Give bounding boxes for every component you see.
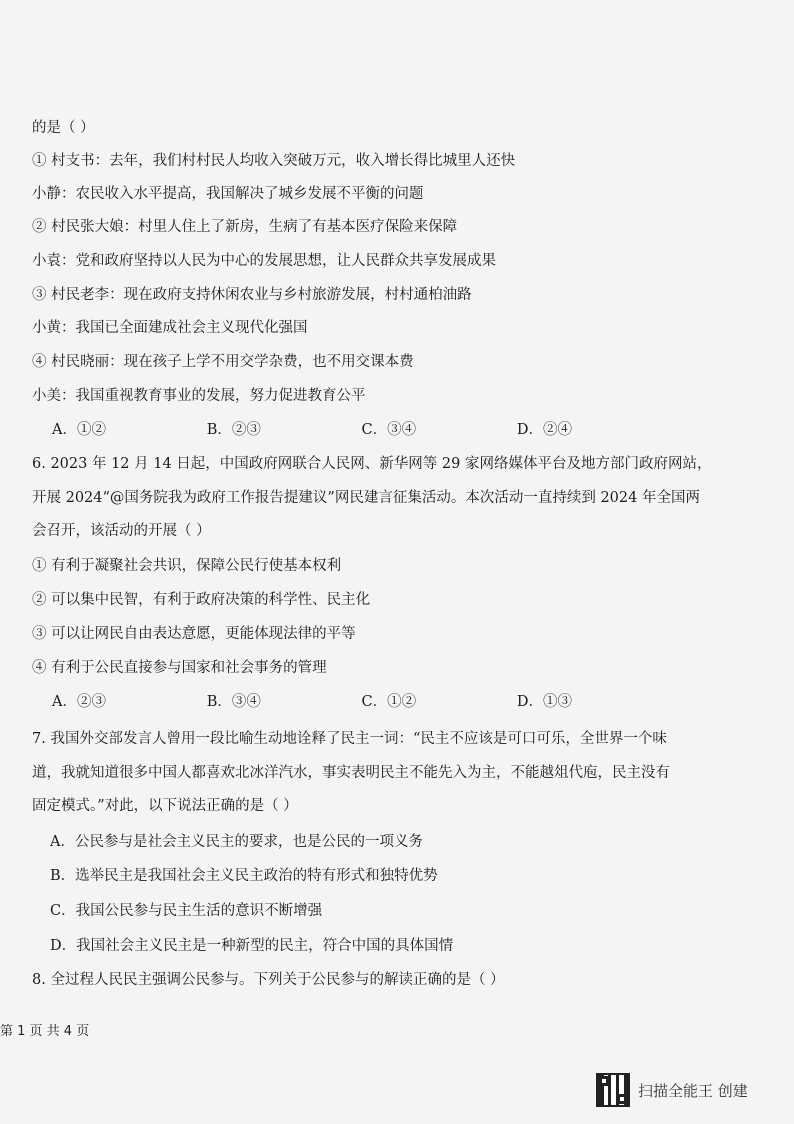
q7-stem-line-2: 道，我就知道很多中国人都喜欢北冰洋汽水，事实表明民主不能先入为主，不能越俎代庖，民主没有 [32, 765, 670, 781]
q7-option-c: C．我国公民参与民主生活的意识不断增强 [50, 903, 323, 919]
q6-stem-line-3: 会召开，该活动的开展（ ） [32, 523, 211, 539]
q7-option-a: A．公民参与是社会主义民主的要求，也是公民的一项义务 [50, 834, 423, 850]
qr-code-icon [596, 1073, 630, 1107]
q6-stem-line-2: 开展 2024“@国务院我为政府工作报告提建议”网民建言征集活动。本次活动一直持续到 2024 年全国两 [32, 490, 700, 506]
q5-option-c: C．③④ [361, 422, 417, 438]
q6-statement-4: ④ 有利于公民直接参与国家和社会事务的管理 [32, 660, 327, 676]
q6-option-a: A．②③ [52, 694, 106, 710]
q7-stem-line-3: 固定模式。”对此，以下说法正确的是（ ） [32, 798, 298, 814]
q5-comment-4: 小美：我国重视教育事业的发展，努力促进教育公平 [32, 388, 366, 404]
q6-option-d: D．①③ [516, 694, 572, 710]
q5-option-a: A．①② [52, 422, 106, 438]
q6-statement-1: ① 有利于凝聚社会共识，保障公民行使基本权利 [32, 558, 342, 574]
page-footer: 第 1 页 共 4 页 [0, 1024, 90, 1039]
q8-stem: 8. 全过程人民民主强调公民参与。下列关于公民参与的解读正确的是（ ） [32, 972, 505, 988]
watermark-text: 扫描全能王 创建 [638, 1081, 748, 1100]
q5-options [52, 420, 572, 440]
scanner-watermark [596, 1073, 748, 1107]
q5-statement-4: ④ 村民晓丽：现在孩子上学不用交学杂费，也不用交课本费 [32, 354, 414, 370]
q5-statement-3: ③ 村民老李：现在政府支持休闲农业与乡村旅游发展，村村通柏油路 [32, 287, 472, 303]
q7-option-d: D．我国社会主义民主是一种新型的民主，符合中国的具体国情 [50, 938, 454, 954]
q7-stem-line-1: 7. 我国外交部发言人曾用一段比喻生动地诠释了民主一词：“民主不应该是可口可乐，全世界一个味 [32, 731, 667, 747]
q6-options [52, 692, 572, 712]
q6-statement-3: ③ 可以让网民自由表达意愿，更能体现法律的平等 [32, 626, 356, 642]
q7-option-b: B．选举民主是我国社会主义民主政治的特有形式和独特优势 [50, 868, 438, 884]
q6-statement-2: ② 可以集中民智，有利于政府决策的科学性、民主化 [32, 592, 371, 608]
q6-option-b: B．③④ [206, 694, 261, 710]
q5-option-b: B．②③ [206, 422, 261, 438]
q6-option-c: C．①② [361, 694, 417, 710]
q5-comment-1: 小静：农民收入水平提高，我国解决了城乡发展不平衡的问题 [32, 186, 424, 202]
q5-option-d: D．②④ [516, 422, 572, 438]
q5-stem-tail: 的是（ ） [32, 120, 95, 136]
q5-statement-2: ② 村民张大娘：村里人住上了新房，生病了有基本医疗保险来保障 [32, 219, 458, 235]
q6-stem-line-1: 6. 2023 年 12 月 14 日起，中国政府网联合人民网、新华网等 29 家网络媒体平台及地方部门政府网站， [32, 456, 712, 472]
q5-comment-3: 小黄：我国已全面建成社会主义现代化强国 [32, 320, 308, 336]
q5-statement-1: ① 村支书：去年，我们村村民人均收入突破万元，收入增长得比城里人还快 [32, 153, 516, 169]
q5-comment-2: 小袁：党和政府坚持以人民为中心的发展思想，让人民群众共享发展成果 [32, 253, 496, 269]
